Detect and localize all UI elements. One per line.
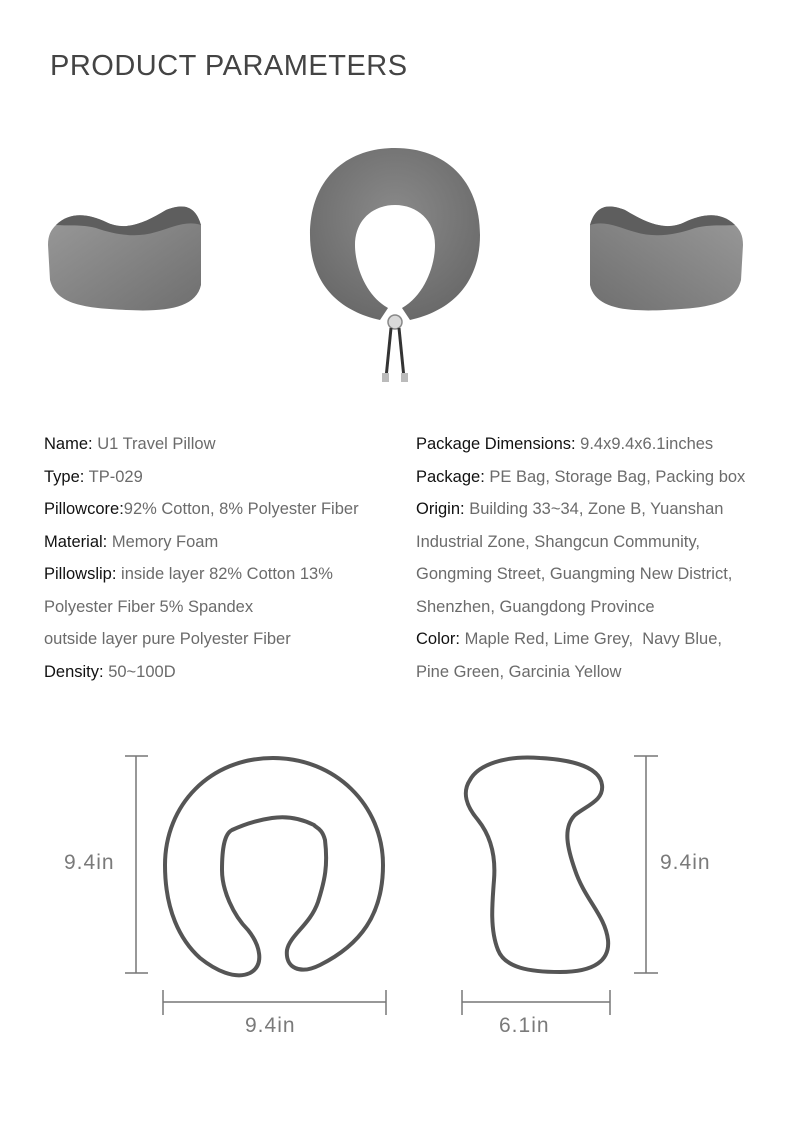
spec-row: [44, 591, 359, 624]
spec-value: U1 Travel Pillow: [92, 435, 216, 453]
spec-value: 50~100D: [103, 662, 176, 681]
spec-value: Maple Red, Lime Grey, Navy Blue,: [460, 630, 722, 648]
spec-label: Pillowcore:: [44, 500, 124, 518]
spec-row: [416, 526, 745, 559]
spec-row: [416, 656, 745, 689]
spec-row: [44, 461, 359, 494]
spec-row: [416, 591, 745, 624]
spec-row: [44, 493, 359, 526]
side-outline: [466, 757, 608, 972]
page-title: PRODUCT PARAMETERS: [50, 50, 408, 82]
spec-value: PE Bag, Storage Bag, Packing box: [484, 467, 746, 486]
spec-value: Memory Foam: [107, 532, 219, 551]
spec-row: [44, 623, 359, 656]
spec-row: [44, 558, 359, 591]
specs-left-column: [44, 428, 359, 688]
pillow-front-view-image: [305, 140, 485, 390]
spec-row: [416, 428, 745, 461]
spec-row: [44, 656, 359, 689]
spec-value: Building 33~34, Zone B, Yuanshan: [464, 500, 724, 518]
spec-row: [44, 526, 359, 559]
spec-label: Color:: [416, 630, 461, 648]
spec-value: Gongming Street, Guangming New District,: [416, 565, 733, 583]
front-width-label: 9.4in: [245, 1014, 296, 1037]
spec-row: [416, 623, 745, 656]
pillow-side-view-left-image: [46, 200, 206, 315]
specs-right-column: [416, 428, 745, 688]
spec-label: Name:: [44, 435, 93, 453]
front-height-label: 9.4in: [64, 851, 115, 874]
spec-value: inside layer 82% Cotton 13%: [116, 565, 333, 583]
side-width-label: 6.1in: [499, 1014, 550, 1037]
spec-value: 92% Cotton, 8% Polyester Fiber: [123, 500, 359, 518]
spec-row: [416, 558, 745, 591]
spec-value: outside layer pure Polyester Fiber: [44, 630, 291, 648]
spec-value: Pine Green, Garcinia Yellow: [416, 662, 622, 681]
spec-value: Shenzhen, Guangdong Province: [416, 597, 655, 616]
side-height-label: 9.4in: [660, 851, 711, 874]
dimension-diagram: [0, 740, 790, 1080]
spec-label: Package:: [416, 467, 485, 486]
spec-label: Density:: [44, 662, 104, 681]
spec-value: TP-029: [84, 467, 143, 486]
spec-value: Industrial Zone, Shangcun Community,: [416, 532, 701, 551]
front-outline: [165, 758, 383, 975]
spec-label: Pillowslip:: [44, 565, 117, 583]
spec-label: Type:: [44, 467, 85, 486]
spec-label: Material:: [44, 532, 108, 551]
spec-label: Origin:: [416, 500, 465, 518]
spec-label: Package Dimensions:: [416, 435, 576, 453]
spec-row: [44, 428, 359, 461]
spec-row: [416, 461, 745, 494]
spec-value: 9.4x9.4x6.1inches: [575, 435, 714, 453]
spec-value: Polyester Fiber 5% Spandex: [44, 597, 254, 616]
pillow-side-view-right-image: [585, 200, 745, 315]
spec-row: [416, 493, 745, 526]
